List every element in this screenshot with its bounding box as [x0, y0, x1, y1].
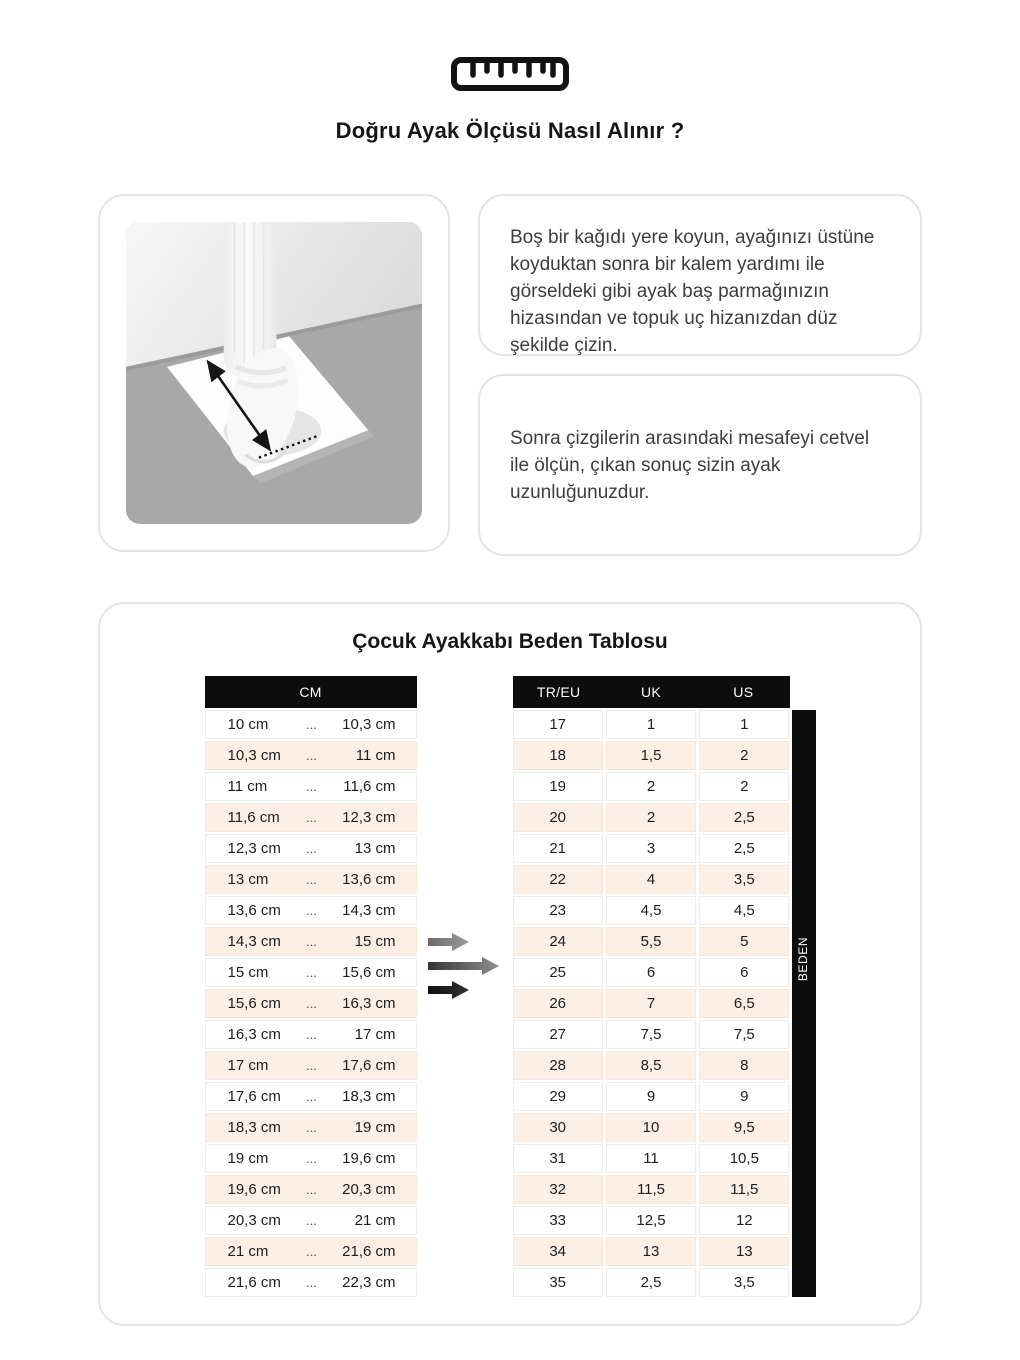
foot-on-paper-illustration — [126, 222, 422, 524]
uk-size: 9 — [606, 1082, 696, 1111]
cm-to-value: 13 cm — [354, 840, 396, 857]
range-separator: ... — [306, 1151, 317, 1166]
transfer-arrows — [417, 676, 513, 1299]
uk-size: 3 — [606, 834, 696, 863]
tr-eu-size: 24 — [513, 927, 603, 956]
cm-table-row — [205, 989, 417, 1018]
cm-to-value: 11 cm — [355, 747, 396, 764]
size-table-row — [513, 1082, 790, 1111]
cm-from-value: 13,6 cm — [227, 902, 281, 919]
cm-from-value: 14,3 cm — [227, 933, 281, 950]
size-table-row — [513, 865, 790, 894]
uk-size: 10 — [606, 1113, 696, 1142]
uk-size: 11,5 — [606, 1175, 696, 1204]
tr-eu-size: 31 — [513, 1144, 603, 1173]
range-separator: ... — [306, 1244, 317, 1259]
size-table-card — [98, 602, 922, 1326]
cm-table-row — [205, 741, 417, 770]
range-separator: ... — [306, 1027, 317, 1042]
instruction-step1-card — [478, 194, 922, 356]
cm-table-row — [205, 1237, 417, 1266]
cm-table-row — [205, 834, 417, 863]
range-separator: ... — [306, 1213, 317, 1228]
size-column-header: UK — [640, 684, 662, 700]
range-separator: ... — [306, 748, 317, 763]
us-size: 10,5 — [699, 1144, 789, 1173]
cm-from-value: 10 cm — [227, 716, 269, 733]
cm-from-value: 17 cm — [227, 1057, 269, 1074]
tr-eu-size: 18 — [513, 741, 603, 770]
size-conversion-table — [513, 676, 790, 1299]
cm-to-value: 21,6 cm — [342, 1243, 396, 1260]
page-header — [0, 0, 1020, 144]
cm-from-value: 12,3 cm — [227, 840, 281, 857]
uk-size: 4 — [606, 865, 696, 894]
cm-from-value: 21,6 cm — [227, 1274, 281, 1291]
cm-from-value: 16,3 cm — [227, 1026, 281, 1043]
cm-to-value: 20,3 cm — [342, 1181, 396, 1198]
cm-to-value: 22,3 cm — [342, 1274, 396, 1291]
size-table-row — [513, 834, 790, 863]
cm-to-value: 15 cm — [354, 933, 396, 950]
us-size: 6 — [699, 958, 789, 987]
cm-from-value: 21 cm — [227, 1243, 269, 1260]
range-separator: ... — [306, 1120, 317, 1135]
range-separator: ... — [306, 810, 317, 825]
us-size: 11,5 — [699, 1175, 789, 1204]
cm-table-row — [205, 710, 417, 739]
range-separator: ... — [306, 717, 317, 732]
cm-table-row — [205, 1206, 417, 1235]
size-table-row — [513, 989, 790, 1018]
us-size: 2,5 — [699, 834, 789, 863]
size-table-row — [513, 710, 790, 739]
tr-eu-size: 17 — [513, 710, 603, 739]
us-size: 1 — [699, 710, 789, 739]
cm-from-value: 10,3 cm — [227, 747, 281, 764]
tr-eu-size: 23 — [513, 896, 603, 925]
cm-from-value: 17,6 cm — [227, 1088, 281, 1105]
range-separator: ... — [306, 779, 317, 794]
ruler-icon — [450, 56, 570, 92]
tr-eu-size: 28 — [513, 1051, 603, 1080]
cm-table-row — [205, 958, 417, 987]
us-size: 7,5 — [699, 1020, 789, 1049]
instructions-section — [98, 194, 922, 556]
cm-from-value: 19,6 cm — [227, 1181, 281, 1198]
cm-table-header — [205, 676, 417, 708]
tr-eu-size: 34 — [513, 1237, 603, 1266]
size-tables-row — [100, 676, 920, 1299]
cm-from-value: 13 cm — [227, 871, 269, 888]
range-separator: ... — [306, 903, 317, 918]
tr-eu-size: 25 — [513, 958, 603, 987]
cm-to-value: 19 cm — [354, 1119, 396, 1136]
cm-table — [205, 676, 417, 1299]
cm-to-value: 18,3 cm — [342, 1088, 396, 1105]
us-size: 3,5 — [699, 1268, 789, 1297]
cm-to-value: 17 cm — [354, 1026, 396, 1043]
us-size: 5 — [699, 927, 789, 956]
measurement-photo-card — [98, 194, 450, 552]
range-separator: ... — [306, 996, 317, 1011]
cm-to-value: 16,3 cm — [342, 995, 396, 1012]
us-size: 3,5 — [699, 865, 789, 894]
instruction-step1-text: Boş bir kağıdı yere koyun, ayağınızı üstüne koyduktan sonra bir kalem yardımı ile görseldeki gibi ayak baş parmağınızın hizasından ve topuk uç hizanızdan düz şekilde çizin. — [510, 227, 875, 356]
instruction-step2-text: Sonra çizgilerin arasındaki mesafeyi cetvel ile ölçün, çıkan sonuç sizin ayak uzunluğunuzdur. — [510, 427, 870, 503]
us-size: 2,5 — [699, 803, 789, 832]
size-table-row — [513, 803, 790, 832]
range-separator: ... — [306, 934, 317, 949]
arrows-right-icon — [426, 932, 504, 1000]
uk-size: 1 — [606, 710, 696, 739]
size-column-header: TR/EU — [536, 684, 581, 700]
size-table-row — [513, 741, 790, 770]
tr-eu-size: 33 — [513, 1206, 603, 1235]
cm-from-value: 19 cm — [227, 1150, 269, 1167]
uk-size: 1,5 — [606, 741, 696, 770]
us-size: 2 — [699, 772, 789, 801]
uk-size: 12,5 — [606, 1206, 696, 1235]
uk-size: 2,5 — [606, 1268, 696, 1297]
size-table-row — [513, 1051, 790, 1080]
range-separator: ... — [306, 1058, 317, 1073]
beden-label: BEDEN — [796, 936, 811, 981]
uk-size: 4,5 — [606, 896, 696, 925]
range-separator: ... — [306, 1089, 317, 1104]
us-size: 8 — [699, 1051, 789, 1080]
size-table-body — [513, 710, 790, 1297]
uk-size: 11 — [606, 1144, 696, 1173]
uk-size: 13 — [606, 1237, 696, 1266]
tr-eu-size: 22 — [513, 865, 603, 894]
uk-size: 8,5 — [606, 1051, 696, 1080]
tr-eu-size: 30 — [513, 1113, 603, 1142]
uk-size: 7,5 — [606, 1020, 696, 1049]
foot-measurement-photo — [126, 222, 422, 524]
cm-table-row — [205, 1268, 417, 1297]
cm-from-value: 18,3 cm — [227, 1119, 281, 1136]
tr-eu-size: 35 — [513, 1268, 603, 1297]
cm-from-value: 20,3 cm — [227, 1212, 281, 1229]
cm-to-value: 21 cm — [354, 1212, 396, 1229]
range-separator: ... — [306, 1275, 317, 1290]
us-size: 13 — [699, 1237, 789, 1266]
cm-table-row — [205, 803, 417, 832]
size-table-row — [513, 958, 790, 987]
tr-eu-size: 29 — [513, 1082, 603, 1111]
tr-eu-size: 21 — [513, 834, 603, 863]
range-separator: ... — [306, 965, 317, 980]
cm-to-value: 12,3 cm — [342, 809, 396, 826]
uk-size: 7 — [606, 989, 696, 1018]
us-size: 4,5 — [699, 896, 789, 925]
tr-eu-size: 19 — [513, 772, 603, 801]
size-table-row — [513, 1237, 790, 1266]
beden-side-bar — [792, 710, 816, 1297]
cm-to-value: 15,6 cm — [342, 964, 396, 981]
range-separator: ... — [306, 841, 317, 856]
tr-eu-size: 20 — [513, 803, 603, 832]
uk-size: 2 — [606, 803, 696, 832]
tr-eu-size: 27 — [513, 1020, 603, 1049]
size-table-row — [513, 1268, 790, 1297]
tr-eu-size: 32 — [513, 1175, 603, 1204]
size-table-header — [513, 676, 790, 708]
size-table-row — [513, 927, 790, 956]
cm-table-row — [205, 1082, 417, 1111]
cm-table-body — [205, 710, 417, 1297]
cm-to-value: 13,6 cm — [342, 871, 396, 888]
size-table-row — [513, 772, 790, 801]
cm-table-row — [205, 865, 417, 894]
cm-from-value: 11 cm — [227, 778, 268, 795]
cm-table-row — [205, 1113, 417, 1142]
cm-from-value: 11,6 cm — [227, 809, 280, 826]
uk-size: 5,5 — [606, 927, 696, 956]
size-table-row — [513, 1020, 790, 1049]
cm-to-value: 19,6 cm — [342, 1150, 396, 1167]
size-table-row — [513, 1206, 790, 1235]
us-size: 9 — [699, 1082, 789, 1111]
us-size: 2 — [699, 741, 789, 770]
uk-size: 2 — [606, 772, 696, 801]
cm-table-row — [205, 1051, 417, 1080]
tr-eu-size: 26 — [513, 989, 603, 1018]
cm-table-row — [205, 1175, 417, 1204]
cm-from-value: 15 cm — [227, 964, 269, 981]
range-separator: ... — [306, 1182, 317, 1197]
cm-table-row — [205, 772, 417, 801]
instruction-step2-card — [478, 374, 922, 556]
size-table-row — [513, 1144, 790, 1173]
cm-header-label: CM — [299, 684, 322, 700]
page-title: Doğru Ayak Ölçüsü Nasıl Alınır ? — [335, 118, 685, 143]
size-table-row — [513, 1113, 790, 1142]
size-table-row — [513, 896, 790, 925]
us-size: 9,5 — [699, 1113, 789, 1142]
uk-size: 6 — [606, 958, 696, 987]
us-size: 12 — [699, 1206, 789, 1235]
cm-table-row — [205, 1020, 417, 1049]
cm-table-row — [205, 1144, 417, 1173]
us-size: 6,5 — [699, 989, 789, 1018]
cm-to-value: 17,6 cm — [342, 1057, 396, 1074]
size-table-title: Çocuk Ayakkabı Beden Tablosu — [352, 630, 668, 653]
range-separator: ... — [306, 872, 317, 887]
instruction-cards — [478, 194, 922, 556]
cm-table-row — [205, 927, 417, 956]
size-column-header: US — [733, 684, 754, 700]
cm-to-value: 11,6 cm — [343, 778, 396, 795]
cm-to-value: 14,3 cm — [342, 902, 396, 919]
cm-from-value: 15,6 cm — [227, 995, 281, 1012]
cm-to-value: 10,3 cm — [342, 716, 396, 733]
size-table-row — [513, 1175, 790, 1204]
cm-table-row — [205, 896, 417, 925]
